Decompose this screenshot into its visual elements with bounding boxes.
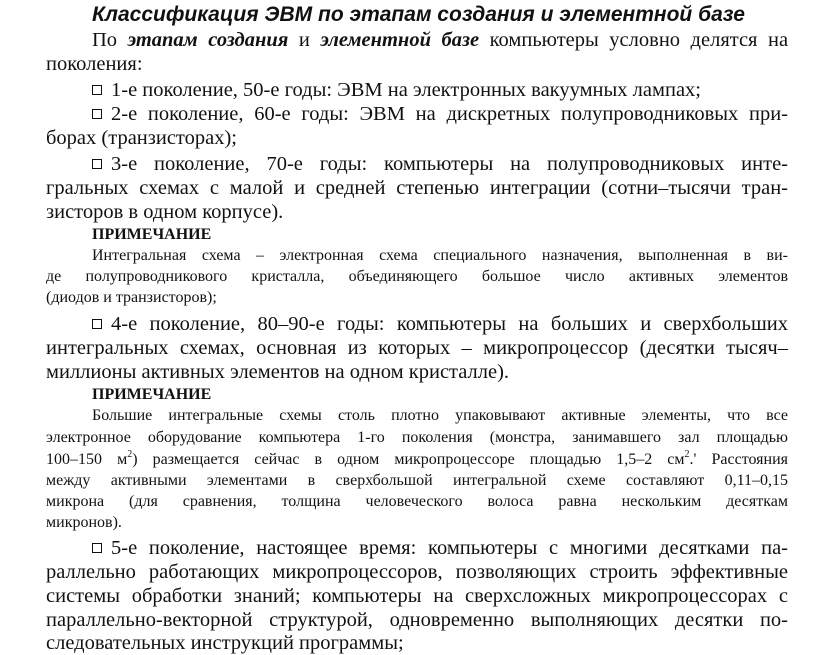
note2-placement-text: ) размещается сейчас в одном микропроцессоре площадью 1,5–2 см [132, 451, 685, 468]
intro-line-1 [92, 28, 788, 52]
gen2-line-2: борах (транзисторах); [46, 127, 237, 149]
note2-distances-text: .' Расстояния [689, 451, 789, 468]
gen2-item [92, 102, 788, 126]
gen5-item [92, 536, 788, 560]
gen5-line-4: параллельно-векторной структурой, одновременно выполняющих десятки по- [46, 609, 788, 631]
gen4-item [92, 312, 788, 336]
checkbox-bullet-icon [92, 543, 102, 553]
superscript: 2 [127, 449, 133, 460]
note1-line-3: (диодов и транзисторов); [46, 289, 217, 306]
gen5-line-1: 5-е поколение, настоящее время: компьютеры с многими десятками па- [111, 537, 788, 559]
gen3-line-3: зисторов в одном корпусе). [46, 201, 284, 223]
checkbox-bullet-icon [92, 109, 102, 119]
note2-line-6: микронов). [46, 514, 122, 531]
intro-line-2: поколения: [46, 53, 143, 75]
intro-and: и [298, 29, 310, 51]
gen5-line-3: системы обработки знаний; компьютеры на сверхсложных микропроцессорах с [46, 585, 788, 607]
note1-heading: ПРИМЕЧАНИЕ [92, 226, 212, 243]
gen5-line-5: следовательных инструкций программы; [46, 632, 404, 654]
gen3-item [92, 152, 788, 176]
note2-line-4: между активными элементами в сверхбольшой интегральной схеме составляют 0,11–0,15 [46, 472, 788, 489]
gen3-line-1: 3-е поколение, 70-е годы: компьютеры на полупроводниковых инте- [111, 153, 788, 175]
intro-prefix: По [92, 29, 118, 51]
note1-line-1: Интегральная схема – электронная схема специального назначения, выполненная в ви- [92, 247, 788, 264]
gen4-line-2: интегральных схемах, основная из которых – микропроцессор (десятки тысяч– [46, 337, 788, 359]
page-title: Классификация ЭВМ по этапам создания и элементной базе [92, 3, 745, 26]
note2-heading: ПРИМЕЧАНИЕ [92, 386, 212, 403]
note2-line-2: электронное оборудование компьютера 1-го поколения (монстра, занимавшего зал площадью [46, 429, 788, 446]
note2-line-3 [46, 450, 788, 470]
gen2-line-1: 2-е поколение, 60-е годы: ЭВМ на дискретных полупроводниковых при- [111, 103, 788, 125]
checkbox-bullet-icon [92, 85, 102, 95]
superscript: 2 [684, 449, 690, 460]
checkbox-bullet-icon [92, 319, 102, 329]
gen1-text: 1-е поколение, 50-е годы: ЭВМ на электронных вакуумных лампах; [111, 79, 701, 101]
gen3-line-2: гральных схемах с малой и средней степенью интеграции (сотни–тысячи тран- [46, 177, 788, 199]
gen4-line-3: миллионы активных элементов на одном кристалле). [46, 361, 510, 383]
intro-term-stages: этапам создания [127, 29, 289, 51]
note2-line-5: микрона (для сравнения, толщина человеческого волоса равна нескольким десяткам [46, 493, 788, 510]
gen5-line-2: раллельно работающих микропроцессоров, позволяющих строить эффективные [46, 561, 788, 583]
intro-term-element-base: элементной базе [320, 29, 480, 51]
note2-area-text: 100–150 м [46, 451, 128, 468]
gen1-item [92, 78, 788, 102]
note1-line-2: де полупроводникового кристалла, объединяющего большое число активных элементов [46, 268, 788, 285]
checkbox-bullet-icon [92, 159, 102, 169]
note2-line-1: Большие интегральные схемы столь плотно упаковывают активные элементы, что все [92, 407, 788, 424]
gen4-line-1: 4-е поколение, 80–90-е годы: компьютеры на больших и сверхбольших [111, 313, 788, 335]
intro-rest: компьютеры условно делятся на [489, 29, 789, 51]
